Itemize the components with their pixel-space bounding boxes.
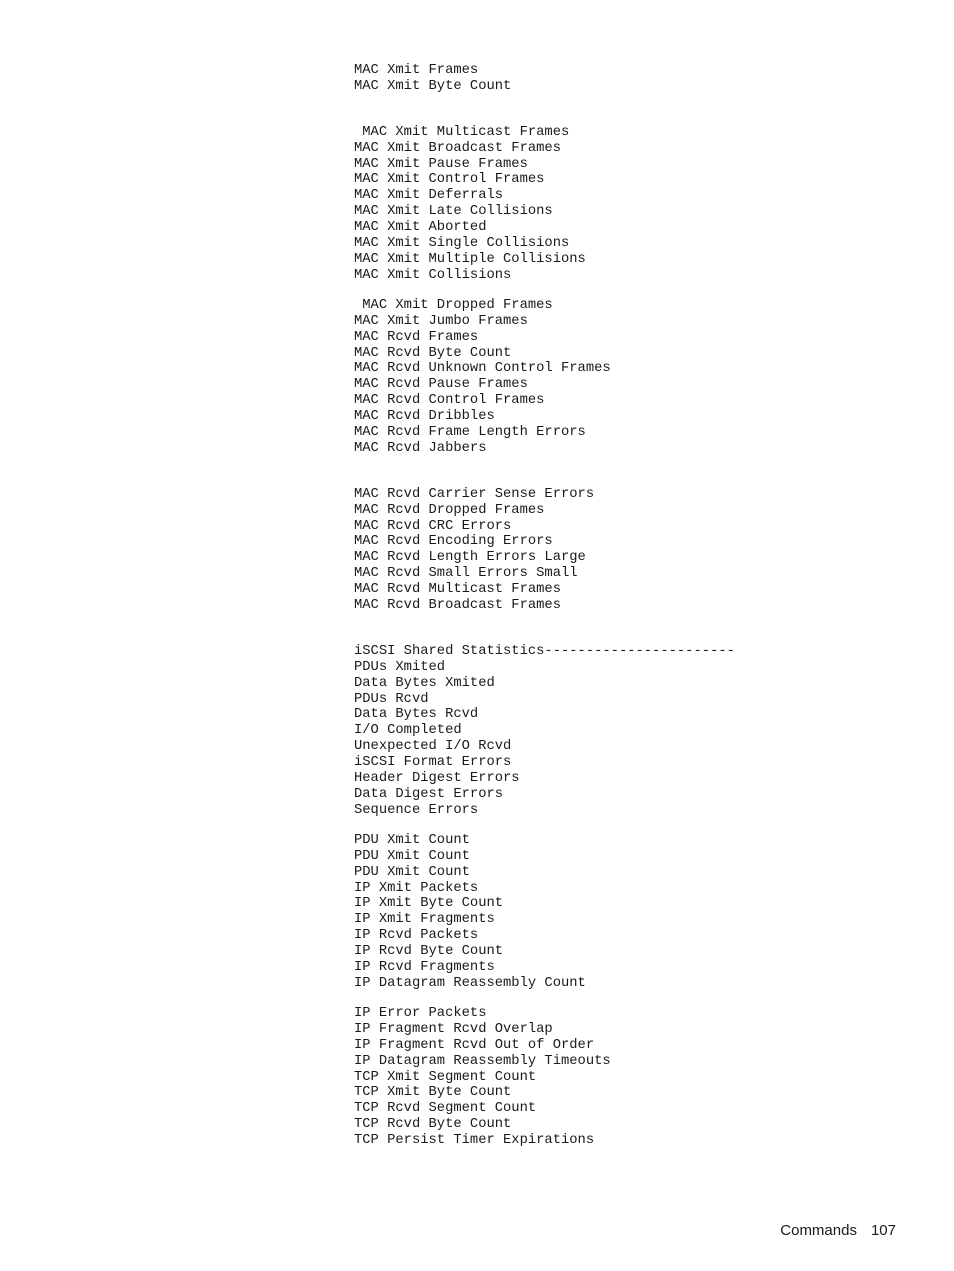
statistic-line: MAC Xmit Deferrals: [354, 188, 504, 204]
statistic-line: MAC Rcvd Byte Count: [354, 345, 512, 361]
statistic-line: MAC Xmit Control Frames: [354, 172, 545, 188]
statistic-line: MAC Xmit Byte Count: [354, 78, 512, 94]
statistic-line: iSCSI Shared Statistics-----------------------: [354, 643, 735, 659]
statistic-line: MAC Xmit Multiple Collisions: [354, 251, 586, 267]
statistic-line: IP Error Packets: [354, 1005, 487, 1021]
statistic-line: MAC Rcvd Encoding Errors: [354, 534, 553, 550]
statistics-block: [354, 298, 735, 457]
statistic-line: MAC Rcvd Small Errors Small: [354, 566, 578, 582]
statistic-line: MAC Rcvd Pause Frames: [354, 377, 528, 393]
statistic-line: MAC Rcvd Dropped Frames: [354, 502, 545, 518]
statistic-line: MAC Xmit Multicast Frames: [354, 124, 570, 140]
statistic-line: MAC Xmit Dropped Frames: [354, 297, 553, 313]
statistic-line: PDU Xmit Count: [354, 848, 470, 864]
block-spacer: [354, 95, 735, 125]
statistic-line: IP Xmit Packets: [354, 880, 479, 896]
page-number: 107: [870, 1222, 896, 1239]
statistic-line: MAC Rcvd Control Frames: [354, 393, 545, 409]
statistic-line: MAC Xmit Jumbo Frames: [354, 313, 528, 329]
statistic-line: I/O Completed: [354, 723, 462, 739]
statistic-line: MAC Rcvd CRC Errors: [354, 518, 512, 534]
statistic-line: MAC Rcvd Carrier Sense Errors: [354, 486, 595, 502]
statistics-block: [354, 487, 735, 614]
statistic-line: TCP Rcvd Segment Count: [354, 1101, 537, 1117]
statistics-block: [354, 63, 735, 95]
statistic-line: MAC Rcvd Jabbers: [354, 440, 487, 456]
statistic-line: MAC Rcvd Frame Length Errors: [354, 425, 586, 440]
statistic-line: iSCSI Format Errors: [354, 755, 512, 771]
footer-section-title: Commands: [780, 1222, 857, 1239]
statistic-line: MAC Rcvd Multicast Frames: [354, 582, 561, 598]
statistic-line: MAC Rcvd Unknown Control Frames: [354, 361, 611, 377]
block-spacer: [354, 819, 735, 833]
statistic-line: PDU Xmit Count: [354, 832, 470, 848]
statistic-line: MAC Rcvd Length Errors Large: [354, 550, 586, 566]
statistic-line: MAC Xmit Aborted: [354, 220, 487, 236]
statistics-listing: [354, 63, 735, 1149]
statistics-block: [354, 1006, 735, 1149]
statistics-block: [354, 644, 735, 819]
block-spacer: [354, 284, 735, 298]
statistic-line: IP Xmit Byte Count: [354, 896, 504, 912]
statistic-line: Sequence Errors: [354, 802, 479, 818]
statistic-line: MAC Rcvd Broadcast Frames: [354, 598, 561, 614]
statistics-block: [354, 833, 735, 992]
statistic-line: TCP Rcvd Byte Count: [354, 1117, 512, 1133]
statistic-line: Data Bytes Xmited: [354, 675, 495, 691]
block-spacer: [354, 614, 735, 644]
statistic-line: PDU Xmit Count: [354, 864, 470, 880]
statistic-line: PDUs Xmited: [354, 659, 446, 675]
statistic-line: IP Rcvd Fragments: [354, 960, 495, 976]
block-spacer: [354, 457, 735, 487]
page-footer: [780, 1222, 896, 1239]
statistic-line: IP Xmit Fragments: [354, 912, 495, 928]
statistic-line: TCP Persist Timer Expirations: [354, 1133, 595, 1149]
statistic-line: IP Rcvd Byte Count: [354, 944, 504, 960]
statistic-line: PDUs Rcvd: [354, 691, 429, 707]
statistic-line: MAC Rcvd Frames: [354, 329, 479, 345]
statistic-line: MAC Rcvd Dribbles: [354, 409, 495, 425]
statistic-line: MAC Xmit Late Collisions: [354, 204, 553, 220]
statistic-line: IP Datagram Reassembly Timeouts: [354, 1053, 611, 1069]
statistic-line: IP Rcvd Packets: [354, 928, 479, 944]
statistics-block: [354, 125, 735, 284]
statistic-line: Data Digest Errors: [354, 786, 504, 802]
statistic-line: MAC Xmit Pause Frames: [354, 156, 528, 172]
statistic-line: IP Fragment Rcvd Overlap: [354, 1021, 553, 1037]
statistic-line: TCP Xmit Segment Count: [354, 1069, 537, 1085]
statistic-line: TCP Xmit Byte Count: [354, 1085, 512, 1101]
statistic-line: Data Bytes Rcvd: [354, 707, 479, 723]
statistic-line: Header Digest Errors: [354, 771, 520, 787]
block-spacer: [354, 992, 735, 1006]
statistic-line: MAC Xmit Frames: [354, 63, 479, 78]
statistic-line: IP Fragment Rcvd Out of Order: [354, 1037, 595, 1053]
statistic-line: MAC Xmit Single Collisions: [354, 236, 570, 252]
statistic-line: IP Datagram Reassembly Count: [354, 975, 586, 991]
statistic-line: Unexpected I/O Rcvd: [354, 739, 512, 755]
statistic-line: MAC Xmit Collisions: [354, 267, 512, 283]
statistic-line: MAC Xmit Broadcast Frames: [354, 140, 561, 156]
